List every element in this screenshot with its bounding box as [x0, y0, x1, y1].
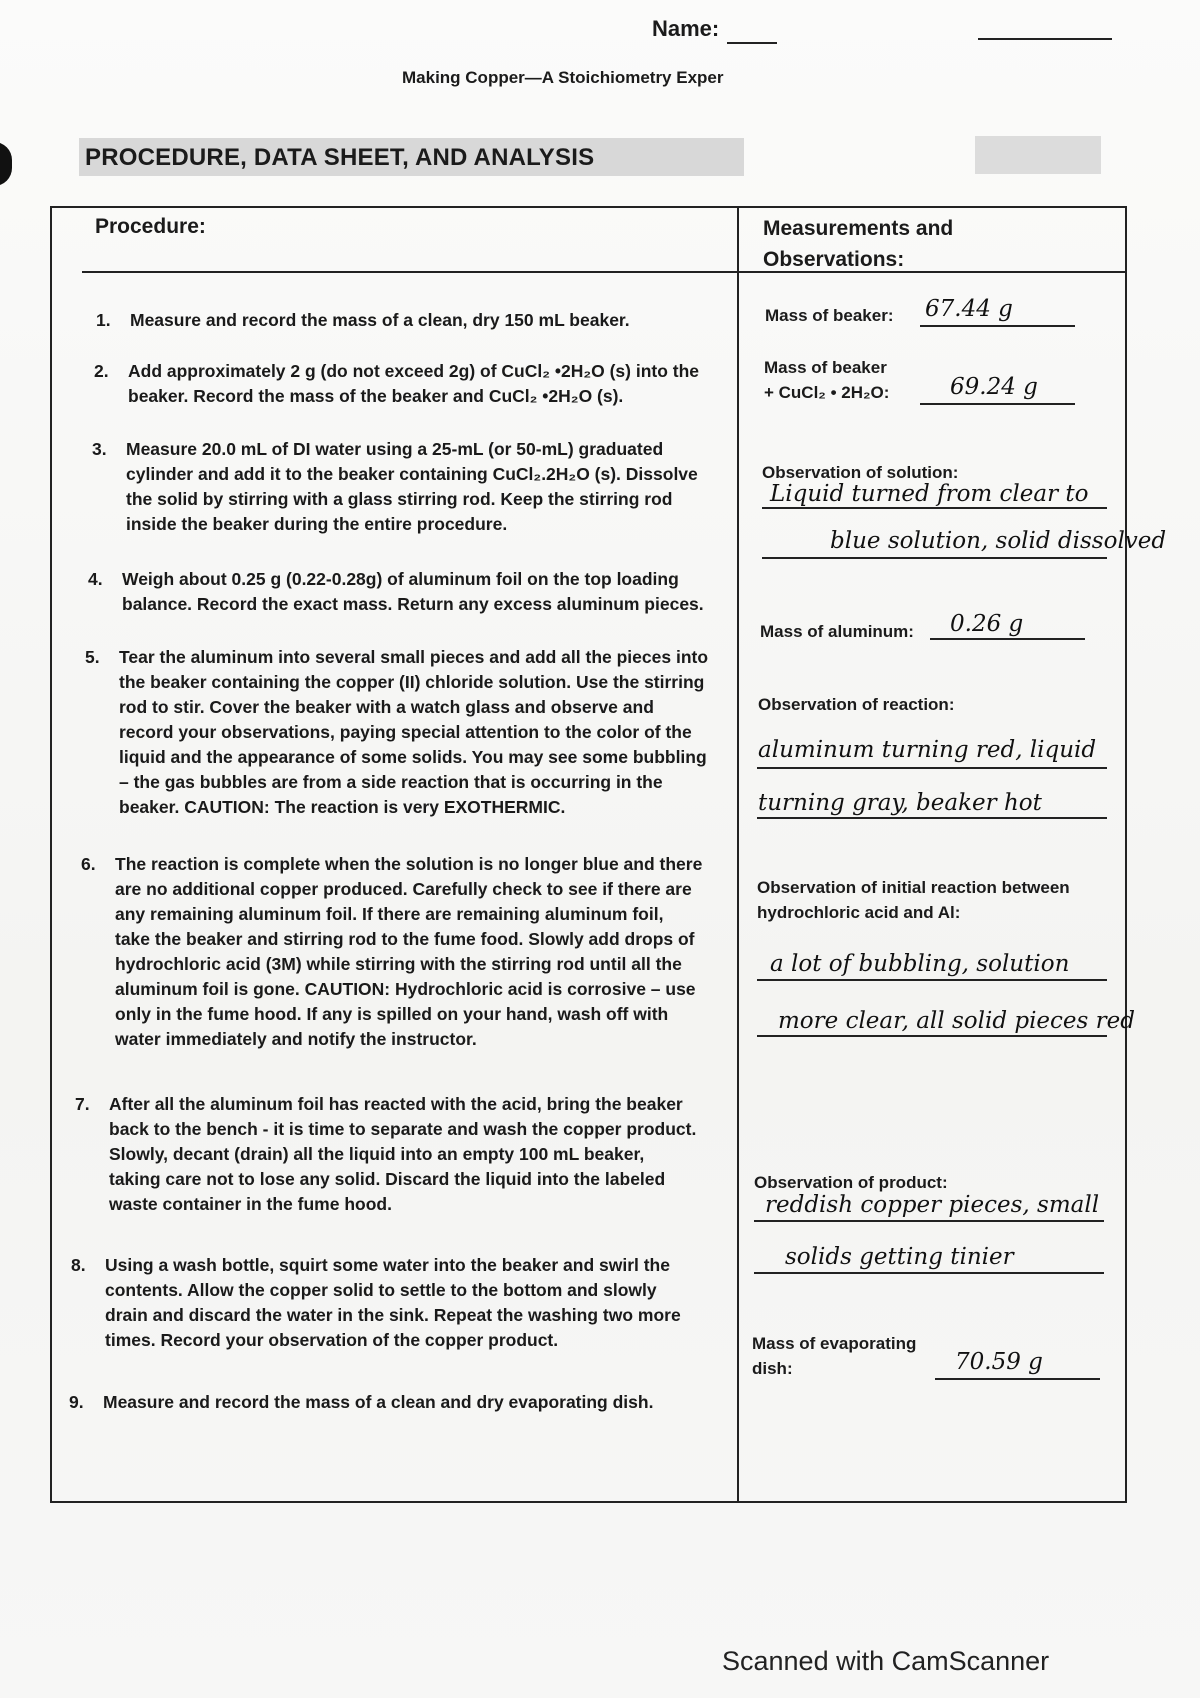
- procedure-step-6: [81, 852, 703, 1052]
- obs-hcl-underline1: [757, 979, 1107, 981]
- step-number: 8.: [71, 1255, 86, 1275]
- step-text: Measure and record the mass of a clean and dry evaporating dish.: [103, 1392, 654, 1412]
- procedure-step-7: [75, 1092, 697, 1217]
- scanner-footer: Scanned with CamScanner: [722, 1646, 1050, 1676]
- mass-beaker-cucl-line: [920, 403, 1075, 405]
- obs-product-underline1: [754, 1220, 1104, 1222]
- obs-reaction-underline2: [757, 817, 1107, 819]
- step-text: Measure and record the mass of a clean, dry 150 mL beaker.: [130, 310, 630, 330]
- measurements-header: [763, 213, 1063, 275]
- step-number: 1.: [96, 310, 111, 330]
- obs-solution-label: Observation of solution:: [762, 463, 959, 482]
- obs-reaction-line2: turning gray, beaker hot: [758, 790, 1042, 816]
- obs-product-line2: solids getting tinier: [785, 1244, 1014, 1270]
- name-line-short: [727, 42, 777, 44]
- step-text: Tear the aluminum into several small pieces and add all the pieces into the beaker containing the copper (II) chloride solution. Use the stirring rod to stir. Cover the beaker with a watch glass and observe and record your observations, paying special attention to the color of the liquid and the appearance of some solids. You may see some bubbling – the gas bubbles are from a side reaction that is occurring in the beaker. CAUTION: The reaction is very EXOTHERMIC.: [119, 647, 709, 817]
- mass-beaker-label: Mass of beaker:: [765, 306, 894, 325]
- procedure-step-4: [88, 567, 704, 617]
- obs-hcl-underline2: [757, 1035, 1107, 1037]
- procedure-step-9: [69, 1390, 654, 1415]
- obs-reaction-label: Observation of reaction:: [758, 695, 955, 714]
- procedure-step-8: [71, 1253, 681, 1353]
- step-number: 2.: [94, 361, 109, 381]
- step-number: 7.: [75, 1094, 90, 1114]
- mass-aluminum-label: Mass of aluminum:: [760, 622, 914, 641]
- obs-solution-underline2: [762, 557, 1107, 559]
- step-text: Measure 20.0 mL of DI water using a 25-mL (or 50-mL) graduated cylinder and add it to the beaker containing CuCl₂.2H₂O (s). Dissolve the solid by stirring with a glass stirring rod. Keep the stirring rod inside the beaker during the entire procedure.: [126, 439, 698, 534]
- obs-solution-underline1: [762, 507, 1107, 509]
- procedure-step-3: [92, 437, 698, 537]
- name-line: [978, 38, 1112, 40]
- obs-hcl-line1: a lot of bubbling, solution: [770, 951, 1070, 977]
- step-number: 5.: [85, 647, 100, 667]
- obs-solution-line2: blue solution, solid dissolved: [830, 528, 1167, 554]
- binder-hole-mark: [0, 142, 12, 186]
- section-banner: [79, 138, 744, 176]
- obs-reaction-underline1: [757, 767, 1107, 769]
- step-text: Add approximately 2 g (do not exceed 2g) of CuCl₂ •2H₂O (s) into the beaker. Record the mass of the beaker and CuCl₂ •2H₂O (s).: [128, 361, 700, 406]
- step-text: After all the aluminum foil has reacted with the acid, bring the beaker back to the bench - it is time to separate and wash the copper product. Slowly, decant (drain) all the liquid into an empty 100 mL beaker, taking care not to lose any solid. Discard the liquid into the labeled waste container in the fume hood.: [109, 1094, 697, 1214]
- worksheet-subtitle: Making Copper—A Stoichiometry Exper: [402, 68, 724, 87]
- mass-aluminum-line: [930, 638, 1085, 640]
- obs-reaction-line1: aluminum turning red, liquid: [758, 737, 1097, 763]
- step-text: Weigh about 0.25 g (0.22-0.28g) of aluminum foil on the top loading balance. Record the exact mass. Return any excess aluminum pieces.: [122, 569, 704, 614]
- step-text: Using a wash bottle, squirt some water into the beaker and swirl the contents. Allow the copper solid to settle to the bottom and slowly drain and discard the water in the sink. Repeat the washing two more times. Record your observation of the copper product.: [105, 1255, 681, 1350]
- step-text: The reaction is complete when the solution is no longer blue and there are no additional copper produced. Carefully check to see if there are any remaining aluminum foil. If there are remaining aluminum foil, take the beaker and stirring rod to the fume food. Slowly add drops of hydrochloric acid (3M) while stirring with the stirring rod until all the aluminum foil is gone. CAUTION: Hydrochloric acid is corrosive – use only in the fume hood. If any is spilled on your hand, wash off with water immediately and notify the instructor.: [115, 854, 703, 1049]
- mass-dish-line: [935, 1378, 1100, 1380]
- measurements-header-text: Measurements and Observations:: [763, 217, 954, 271]
- mass-beaker-cucl-label: Mass of beaker + CuCl₂ • 2H₂O:: [764, 358, 890, 402]
- mass-dish-label: Mass of evaporating dish:: [752, 1334, 917, 1378]
- step-number: 4.: [88, 569, 103, 589]
- banner-right-block: [975, 136, 1101, 174]
- obs-hcl-label: Observation of initial reaction between hydrochloric acid and Al:: [757, 878, 1070, 922]
- procedure-header: Procedure:: [95, 215, 206, 238]
- obs-product-underline2: [754, 1272, 1104, 1274]
- obs-hcl-line2: more clear, all solid pieces red: [778, 1008, 1135, 1034]
- obs-product-label: Observation of product:: [754, 1173, 948, 1192]
- step-number: 6.: [81, 854, 96, 874]
- section-title: PROCEDURE, DATA SHEET, AND ANALYSIS: [85, 144, 595, 171]
- mass-beaker-cucl-value: 69.24 g: [950, 374, 1038, 400]
- column-divider: [737, 206, 739, 1503]
- procedure-step-1: [96, 308, 630, 333]
- mass-aluminum-value: 0.26 g: [950, 611, 1024, 637]
- procedure-step-5: [85, 645, 709, 820]
- step-number: 9.: [69, 1392, 84, 1412]
- procedure-step-2: [94, 359, 700, 409]
- obs-product-line1: reddish copper pieces, small: [765, 1192, 1100, 1218]
- name-label: Name:: [652, 16, 720, 41]
- mass-beaker-value: 67.44 g: [925, 296, 1013, 322]
- obs-solution-line1: Liquid turned from clear to: [770, 481, 1089, 507]
- mass-beaker-line: [920, 325, 1075, 327]
- step-number: 3.: [92, 439, 107, 459]
- mass-dish-value: 70.59 g: [955, 1349, 1043, 1375]
